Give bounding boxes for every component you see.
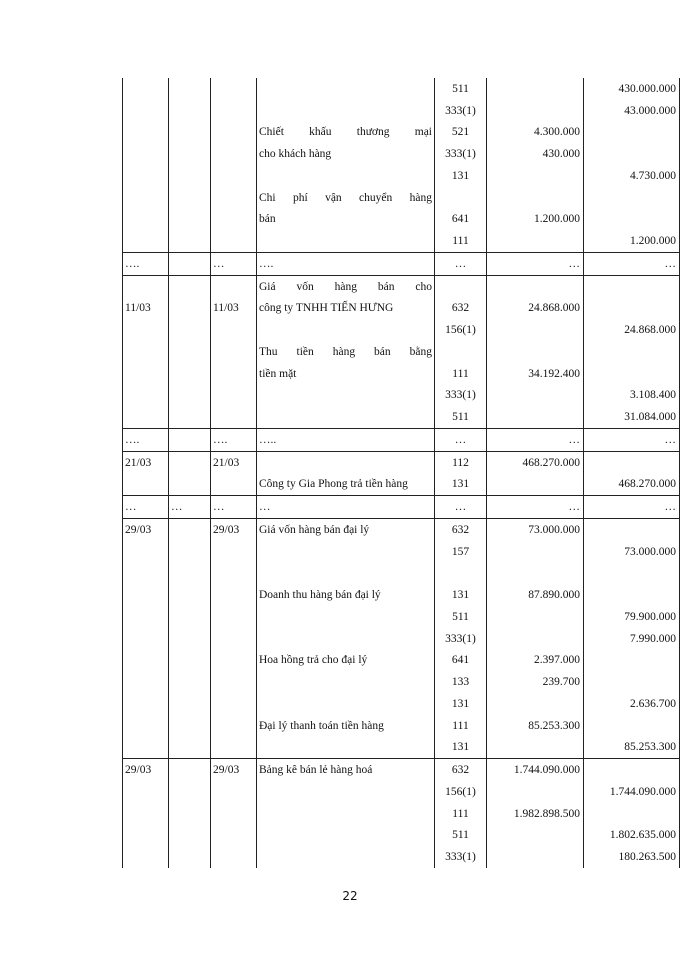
table-row [123,187,680,209]
voucher-number [211,693,257,715]
voucher-number [211,628,257,650]
credit-amount [584,143,680,165]
entry-date [123,341,169,363]
voucher-extra [169,78,211,100]
credit-amount [584,563,680,585]
voucher-extra [169,165,211,187]
voucher-extra [169,187,211,209]
debit-amount [487,628,584,650]
table-row [123,275,680,297]
entry-description [257,78,435,100]
entry-date: 29/03 [123,519,169,541]
table-row [123,496,680,519]
debit-amount [487,230,584,252]
entry-description: Công ty Gia Phong trả tiền hàng [257,474,435,496]
table-row [123,451,680,473]
credit-amount: 73.000.000 [584,541,680,563]
credit-amount: … [584,496,680,519]
entry-date [123,230,169,252]
table-row [123,606,680,628]
account-code [435,563,487,585]
credit-amount [584,451,680,473]
voucher-number [211,341,257,363]
entry-date [123,715,169,737]
voucher-extra [169,715,211,737]
entry-description: … [257,496,435,519]
account-code: 111 [435,803,487,825]
voucher-extra [169,319,211,341]
credit-amount [584,715,680,737]
entry-date [123,650,169,672]
entry-description-text: Chiết khấu thương mại [259,126,432,139]
table-row [123,671,680,693]
debit-amount [487,474,584,496]
entry-date [123,563,169,585]
voucher-number [211,275,257,297]
voucher-number: …. [211,429,257,452]
credit-amount [584,341,680,363]
account-code: 632 [435,519,487,541]
entry-description [257,846,435,868]
voucher-extra [169,759,211,781]
entry-description [257,165,435,187]
credit-amount [584,584,680,606]
credit-amount: 180.263.500 [584,846,680,868]
table-row [123,122,680,144]
entry-description [257,100,435,122]
entry-date [123,628,169,650]
credit-amount: … [584,253,680,276]
debit-amount [487,406,584,428]
table-row [123,253,680,276]
debit-amount: 430.000 [487,143,584,165]
voucher-extra [169,519,211,541]
voucher-number: 29/03 [211,759,257,781]
debit-amount [487,385,584,407]
entry-description [257,563,435,585]
account-code: 156(1) [435,319,487,341]
debit-amount [487,341,584,363]
voucher-number [211,563,257,585]
credit-amount [584,519,680,541]
table-row [123,143,680,165]
account-code: 131 [435,584,487,606]
entry-description [257,122,435,144]
entry-date: 11/03 [123,298,169,320]
credit-amount [584,650,680,672]
table-row [123,584,680,606]
voucher-extra [169,429,211,452]
voucher-extra [169,341,211,363]
account-code: 641 [435,209,487,231]
entry-description [257,230,435,252]
credit-amount: 468.270.000 [584,474,680,496]
entry-description [257,671,435,693]
voucher-extra [169,671,211,693]
table-row [123,541,680,563]
entry-date: …. [123,429,169,452]
debit-amount [487,737,584,759]
voucher-number [211,846,257,868]
voucher-number: 11/03 [211,298,257,320]
entry-date: …. [123,253,169,276]
voucher-number [211,803,257,825]
voucher-number [211,122,257,144]
voucher-number [211,165,257,187]
voucher-number [211,474,257,496]
entry-date [123,275,169,297]
account-code [435,275,487,297]
credit-amount: 1.802.635.000 [584,825,680,847]
account-code: 521 [435,122,487,144]
voucher-number [211,385,257,407]
entry-description: Giá vốn hàng bán đại lý [257,519,435,541]
table-row [123,650,680,672]
entry-description [257,781,435,803]
entry-date [123,474,169,496]
credit-amount [584,759,680,781]
voucher-number [211,78,257,100]
table-row [123,781,680,803]
voucher-number [211,209,257,231]
voucher-extra [169,584,211,606]
entry-date [123,363,169,385]
voucher-extra [169,737,211,759]
credit-amount: 2.636.700 [584,693,680,715]
credit-amount: 79.900.000 [584,606,680,628]
account-code: 511 [435,78,487,100]
entry-date [123,781,169,803]
voucher-extra [169,606,211,628]
debit-amount: 1.982.898.500 [487,803,584,825]
voucher-number [211,584,257,606]
table-row [123,628,680,650]
credit-amount [584,122,680,144]
entry-date [123,209,169,231]
entry-date [123,541,169,563]
credit-amount: 85.253.300 [584,737,680,759]
credit-amount [584,803,680,825]
voucher-number [211,650,257,672]
table-row [123,230,680,252]
table-row [123,100,680,122]
entry-date [123,100,169,122]
voucher-number [211,230,257,252]
credit-amount [584,298,680,320]
account-code: 511 [435,406,487,428]
entry-description [257,628,435,650]
debit-amount [487,825,584,847]
voucher-extra [169,563,211,585]
entry-date [123,803,169,825]
debit-amount [487,165,584,187]
account-code: … [435,253,487,276]
credit-amount: 31.084.000 [584,406,680,428]
debit-amount [487,781,584,803]
account-code: … [435,429,487,452]
debit-amount: 468.270.000 [487,451,584,473]
account-code: 333(1) [435,100,487,122]
debit-amount: 85.253.300 [487,715,584,737]
debit-amount: 4.300.000 [487,122,584,144]
voucher-extra [169,781,211,803]
entry-date [123,737,169,759]
entry-description: …. [257,253,435,276]
journal-table [122,78,680,868]
entry-date [123,143,169,165]
account-code: 333(1) [435,846,487,868]
voucher-number [211,319,257,341]
account-code: 133 [435,671,487,693]
voucher-number [211,363,257,385]
debit-amount [487,78,584,100]
table-row [123,715,680,737]
voucher-number [211,825,257,847]
voucher-number [211,187,257,209]
account-code: 511 [435,606,487,628]
table-row [123,693,680,715]
account-code: 131 [435,165,487,187]
entry-description [257,693,435,715]
voucher-extra [169,650,211,672]
table-row [123,474,680,496]
debit-amount: 73.000.000 [487,519,584,541]
voucher-extra [169,298,211,320]
table-row [123,298,680,320]
credit-amount: 7.990.000 [584,628,680,650]
debit-amount: 2.397.000 [487,650,584,672]
account-code: 333(1) [435,385,487,407]
voucher-number [211,671,257,693]
account-code: 111 [435,363,487,385]
voucher-extra [169,143,211,165]
credit-amount: 1.744.090.000 [584,781,680,803]
account-code: 156(1) [435,781,487,803]
voucher-extra [169,693,211,715]
voucher-number: … [211,253,257,276]
credit-amount: 1.200.000 [584,230,680,252]
account-code: 333(1) [435,628,487,650]
table-row [123,165,680,187]
table-row [123,319,680,341]
voucher-number [211,143,257,165]
entry-description: Hoa hồng trả cho đại lý [257,650,435,672]
voucher-extra [169,230,211,252]
voucher-extra [169,209,211,231]
credit-amount [584,275,680,297]
voucher-extra [169,474,211,496]
entry-description: cho khách hàng [257,143,435,165]
entry-date [123,406,169,428]
voucher-number: … [211,496,257,519]
entry-date [123,319,169,341]
table-row [123,385,680,407]
table-row [123,341,680,363]
voucher-number [211,781,257,803]
entry-description-text: Giá vốn hàng bán cho [259,280,432,293]
debit-amount: … [487,429,584,452]
credit-amount: 430.000.000 [584,78,680,100]
table-row [123,803,680,825]
debit-amount: … [487,253,584,276]
debit-amount: 34.192.400 [487,363,584,385]
entry-description [257,187,435,209]
table-row [123,846,680,868]
table-row [123,759,680,781]
voucher-extra [169,628,211,650]
debit-amount [487,275,584,297]
entry-date [123,825,169,847]
entry-description-text: Thu tiền hàng bán bằng [259,345,432,358]
credit-amount: 43.000.000 [584,100,680,122]
entry-date [123,165,169,187]
table-row [123,209,680,231]
voucher-extra [169,825,211,847]
voucher-extra [169,385,211,407]
entry-description [257,451,435,473]
entry-description [257,406,435,428]
entry-description: công ty TNHH TIẾN HƯNG [257,298,435,320]
voucher-number [211,606,257,628]
account-code: 111 [435,715,487,737]
credit-amount [584,363,680,385]
entry-date [123,584,169,606]
credit-amount: 4.730.000 [584,165,680,187]
entry-description [257,541,435,563]
account-code: 112 [435,451,487,473]
entry-description [257,825,435,847]
voucher-extra [169,100,211,122]
debit-amount [487,100,584,122]
entry-description: Bảng kê bán lẻ hàng hoá [257,759,435,781]
entry-description [257,606,435,628]
credit-amount [584,187,680,209]
voucher-number [211,715,257,737]
voucher-extra [169,275,211,297]
account-code: 111 [435,230,487,252]
entry-date [123,671,169,693]
voucher-extra [169,122,211,144]
entry-date [123,78,169,100]
debit-amount [487,693,584,715]
voucher-extra [169,253,211,276]
voucher-number: 21/03 [211,451,257,473]
account-code: … [435,496,487,519]
table-row [123,563,680,585]
debit-amount: 1.744.090.000 [487,759,584,781]
debit-amount: … [487,496,584,519]
voucher-extra [169,363,211,385]
entry-description [257,275,435,297]
entry-date [123,606,169,628]
entry-description: tiền mặt [257,363,435,385]
credit-amount [584,209,680,231]
entry-description [257,319,435,341]
voucher-number [211,406,257,428]
credit-amount [584,671,680,693]
voucher-extra [169,803,211,825]
entry-description [257,341,435,363]
account-code: 511 [435,825,487,847]
account-code [435,187,487,209]
voucher-number [211,541,257,563]
debit-amount: 239.700 [487,671,584,693]
account-code: 131 [435,737,487,759]
table-row [123,737,680,759]
account-code: 333(1) [435,143,487,165]
account-code: 632 [435,759,487,781]
voucher-number [211,737,257,759]
debit-amount [487,319,584,341]
debit-amount: 24.868.000 [487,298,584,320]
table-row [123,78,680,100]
entry-date [123,693,169,715]
entry-description: Doanh thu hàng bán đại lý [257,584,435,606]
debit-amount [487,606,584,628]
entry-description [257,385,435,407]
table-row [123,429,680,452]
table-row [123,406,680,428]
entry-date: 29/03 [123,759,169,781]
entry-date [123,187,169,209]
credit-amount: … [584,429,680,452]
entry-description [257,803,435,825]
entry-description [257,737,435,759]
entry-date [123,846,169,868]
voucher-extra [169,541,211,563]
account-code: 157 [435,541,487,563]
voucher-number [211,100,257,122]
entry-description: bán [257,209,435,231]
account-code: 632 [435,298,487,320]
account-code: 131 [435,474,487,496]
voucher-extra: … [169,496,211,519]
voucher-extra [169,846,211,868]
table-row [123,825,680,847]
entry-date: 21/03 [123,451,169,473]
voucher-extra [169,406,211,428]
account-code: 131 [435,693,487,715]
table-row [123,519,680,541]
account-code [435,341,487,363]
debit-amount: 87.890.000 [487,584,584,606]
voucher-number: 29/03 [211,519,257,541]
table-row [123,363,680,385]
credit-amount: 3.108.400 [584,385,680,407]
debit-amount [487,563,584,585]
debit-amount [487,846,584,868]
debit-amount: 1.200.000 [487,209,584,231]
entry-description: Đại lý thanh toán tiền hàng [257,715,435,737]
entry-description-text: Chi phí vận chuyển hàng [259,191,432,204]
account-code: 641 [435,650,487,672]
debit-amount [487,187,584,209]
entry-date [123,385,169,407]
debit-amount [487,541,584,563]
entry-description: ….. [257,429,435,452]
voucher-extra [169,451,211,473]
entry-date: … [123,496,169,519]
page-number: 22 [342,889,358,903]
credit-amount: 24.868.000 [584,319,680,341]
entry-date [123,122,169,144]
